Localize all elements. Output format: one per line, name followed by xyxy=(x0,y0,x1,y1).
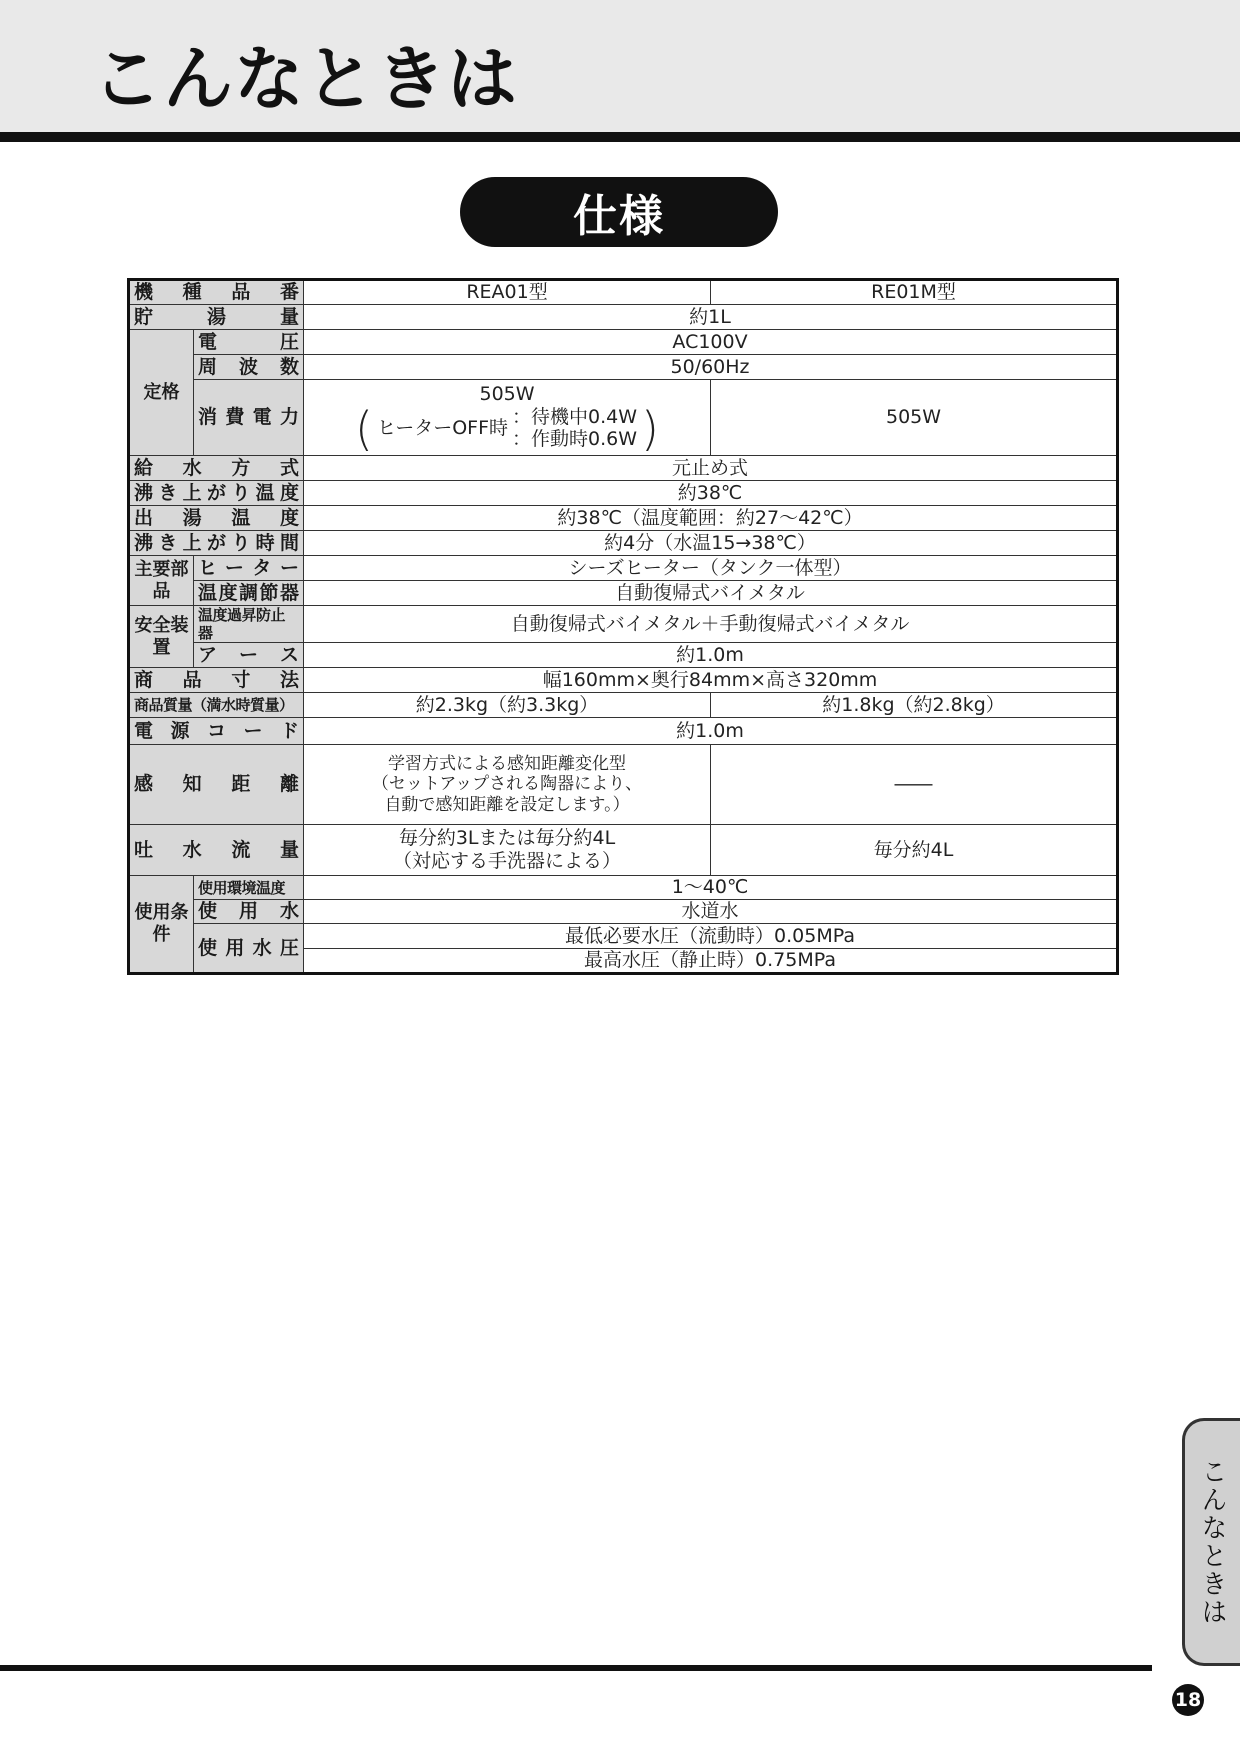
conditions-group: 使用条件 xyxy=(129,876,194,974)
table-row xyxy=(129,876,1118,900)
dimensions-value: 幅160mm×奥行84mm×高さ320mm xyxy=(304,668,1118,693)
power-note-active: ：作動時0.6W xyxy=(512,427,638,450)
water-label: 使 用 水 xyxy=(194,900,304,924)
table-row xyxy=(129,556,1118,581)
flow-b: 毎分約4L xyxy=(711,825,1118,876)
pressure-max: 最高水圧（静止時）0.75MPa xyxy=(304,949,1118,974)
flow-a: 毎分約3Lまたは毎分約4L （対応する手洗器による） xyxy=(304,825,711,876)
table-row xyxy=(129,280,1118,305)
pressure-label: 使 用 水 圧 xyxy=(194,924,304,974)
table-row xyxy=(129,745,1118,825)
outlet-temp-value: 約38℃（温度範囲：約27～42℃） xyxy=(304,506,1118,531)
dimensions-label: 商 品 寸 法 xyxy=(129,668,304,693)
table-row xyxy=(129,456,1118,481)
tank-value: 約1L xyxy=(304,305,1118,330)
overheat-label: 温度過昇防止器 xyxy=(194,606,304,643)
rating-group: 定格 xyxy=(129,330,194,456)
voltage-value: AC100V xyxy=(304,330,1118,355)
power-note-standby: ：待機中0.4W xyxy=(512,406,638,429)
supply-label: 給 水 方 式 xyxy=(129,456,304,481)
table-row xyxy=(129,668,1118,693)
boil-temp-label: 沸き上がり温度 xyxy=(129,481,304,506)
model-b: RE01M型 xyxy=(711,280,1118,305)
power-note-prefix: ヒーターOFF時 xyxy=(376,417,509,440)
table-row xyxy=(129,581,1118,606)
table-row xyxy=(129,380,1118,456)
weight-label: 商品質量（満水時質量） xyxy=(129,693,304,718)
power-a xyxy=(304,380,711,456)
table-row xyxy=(129,924,1118,949)
cord-value: 約1.0m xyxy=(304,718,1118,745)
weight-a: 約2.3kg（約3.3kg） xyxy=(304,693,711,718)
thermostat-value: 自動復帰式バイメタル xyxy=(304,581,1118,606)
sensing-b: ―― xyxy=(711,745,1118,825)
table-row xyxy=(129,718,1118,745)
earth-value: 約1.0m xyxy=(304,643,1118,668)
page-title: こんなときは xyxy=(92,38,518,120)
earth-label: ア ー ス xyxy=(194,643,304,668)
outlet-temp-label: 出 湯 温 度 xyxy=(129,506,304,531)
power-a-main: 505W xyxy=(479,383,535,406)
boil-time-value: 約4分（水温15→38℃） xyxy=(304,531,1118,556)
weight-b: 約1.8kg（約2.8kg） xyxy=(711,693,1118,718)
table-row xyxy=(129,606,1118,643)
frequency-value: 50/60Hz xyxy=(304,355,1118,380)
table-row xyxy=(129,355,1118,380)
thermostat-label: 温度調節器 xyxy=(194,581,304,606)
side-tab[interactable] xyxy=(1182,1418,1240,1666)
pressure-min: 最低必要水圧（流動時）0.05MPa xyxy=(304,924,1118,949)
water-value: 水道水 xyxy=(304,900,1118,924)
side-tab-label: こんなときは xyxy=(1197,1458,1227,1626)
tank-label: 貯 湯 量 xyxy=(129,305,304,330)
flow-label: 吐 水 流 量 xyxy=(129,825,304,876)
table-row xyxy=(129,305,1118,330)
spec-table xyxy=(127,278,1119,975)
sensing-a: 学習方式による感知距離変化型 （セットアップされる陶器により、 自動で感知距離を設定します。） xyxy=(304,745,711,825)
table-row xyxy=(129,506,1118,531)
safety-group: 安全装置 xyxy=(129,606,194,668)
parts-group: 主要部品 xyxy=(129,556,194,606)
overheat-value: 自動復帰式バイメタル＋手動復帰式バイメタル xyxy=(304,606,1118,643)
model-a: REA01型 xyxy=(304,280,711,305)
section-title: 仕様 xyxy=(460,177,778,247)
sensing-label: 感 知 距 離 xyxy=(129,745,304,825)
cord-label: 電 源 コ ー ド xyxy=(129,718,304,745)
table-row xyxy=(129,900,1118,924)
ambient-label: 使用環境温度 xyxy=(194,876,304,900)
table-row xyxy=(129,643,1118,668)
page-number: 18 xyxy=(1172,1684,1204,1716)
heater-label: ヒーター xyxy=(194,556,304,581)
table-row xyxy=(129,481,1118,506)
supply-value: 元止め式 xyxy=(304,456,1118,481)
boil-temp-value: 約38℃ xyxy=(304,481,1118,506)
power-label: 消 費 電 力 xyxy=(194,380,304,456)
footer-rule xyxy=(0,1665,1152,1671)
boil-time-label: 沸き上がり時間 xyxy=(129,531,304,556)
power-note: ( ヒーターOFF時 ：待機中0.4W ：作動時0.6W ) xyxy=(355,401,659,456)
table-row xyxy=(129,531,1118,556)
header-rule xyxy=(0,132,1240,142)
table-row xyxy=(129,330,1118,355)
table-row xyxy=(129,693,1118,718)
power-b: 505W xyxy=(711,380,1118,456)
heater-value: シーズヒーター（タンク一体型） xyxy=(304,556,1118,581)
ambient-value: 1～40℃ xyxy=(304,876,1118,900)
frequency-label: 周 波 数 xyxy=(194,355,304,380)
table-row xyxy=(129,825,1118,876)
voltage-label: 電 圧 xyxy=(194,330,304,355)
model-label: 機 種 品 番 xyxy=(129,280,304,305)
